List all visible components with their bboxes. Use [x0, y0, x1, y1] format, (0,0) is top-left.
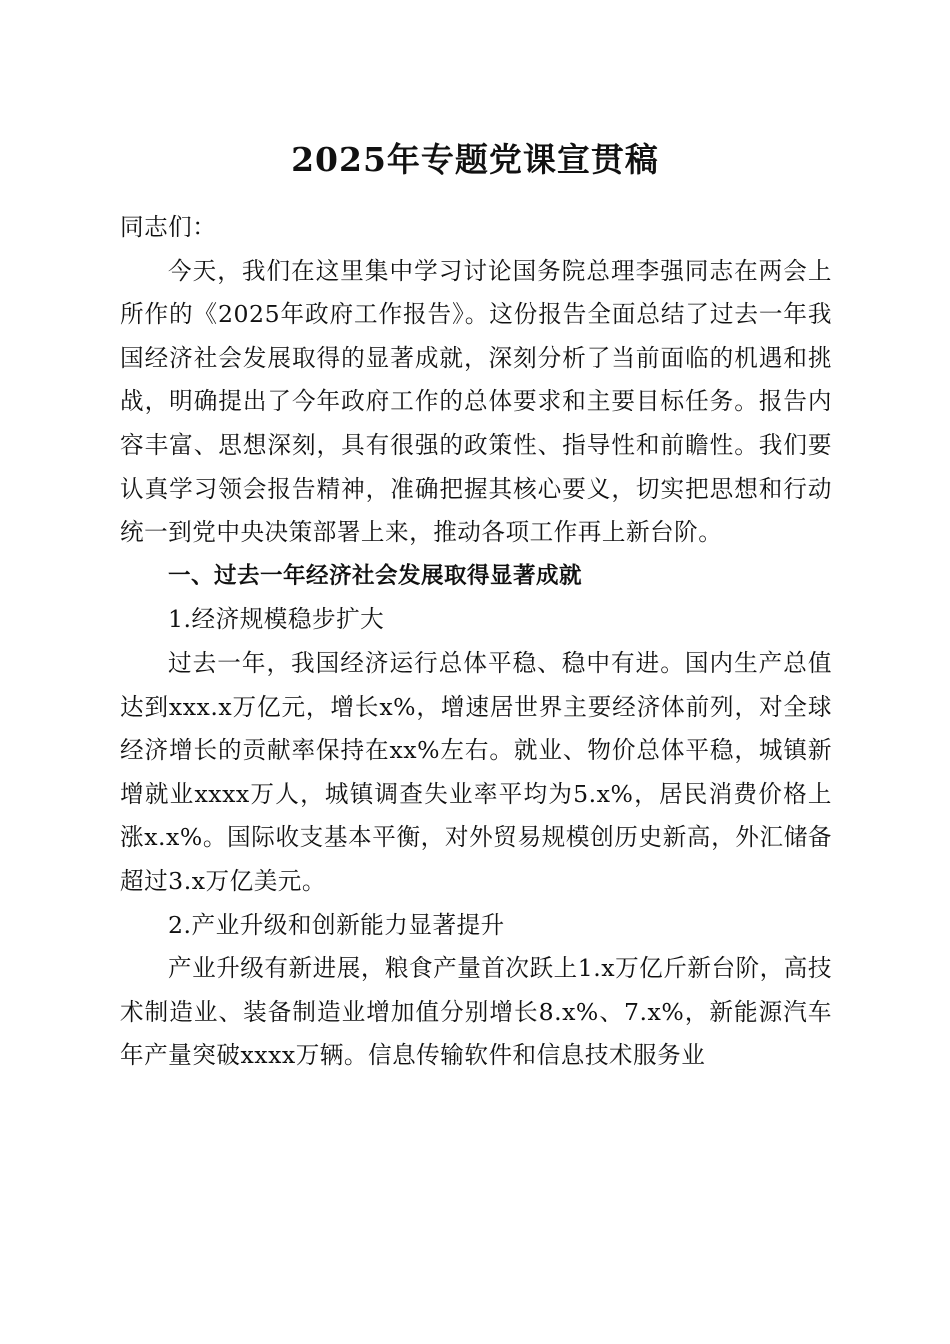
- subsection-heading: 2.产业升级和创新能力显著提升: [168, 910, 505, 939]
- intro-paragraph: 今天，我们在这里集中学习讨论国务院总理李强同志在两会上所作的《2025年政府工作报告》。这份报告全面总结了过去一年我国经济社会发展取得的显著成就，深刻分析了当前面临的机遇和挑战，明确提出了今年政府工作的总体要求和主要目标任务。报告内容丰富、思想深刻，具有很强的政策性、指导性和前瞻性。我们要认真学习领会报告精神，准确把握其核心要义，切实把思想和行动统一到党中央决策部署上来，推动各项工作再上新台阶。: [120, 256, 832, 547]
- subsection-heading: 1.经济规模稳步扩大: [168, 605, 385, 634]
- body-paragraph: 过去一年，我国经济运行总体平稳、稳中有进。国内生产总值达到xxx.x万亿元，增长x%，增速居世界主要经济体前列，对全球经济增长的贡献率保持在xx%左右。就业、物价总体平稳，城镇新增就业xxxx万人，城镇调查失业率平均为5.x%，居民消费价格上涨x.x%。国际收支基本平衡，对外贸易规模创历史新高，外汇储备超过3.x万亿美元。: [120, 648, 832, 895]
- salutation: 同志们：: [120, 213, 217, 241]
- section-heading: 一、过去一年经济社会发展取得显著成就: [168, 562, 583, 589]
- document-body: [120, 206, 832, 1078]
- document-title: 2025年专题党课宣贯稿: [291, 140, 659, 179]
- body-paragraph: 产业升级有新进展，粮食产量首次跃上1.x万亿斤新台阶，高技术制造业、装备制造业增加值分别增长8.x%、7.x%，新能源汽车年产量突破xxxx万辆。信息传输软件和信息技术服务业: [120, 954, 832, 1070]
